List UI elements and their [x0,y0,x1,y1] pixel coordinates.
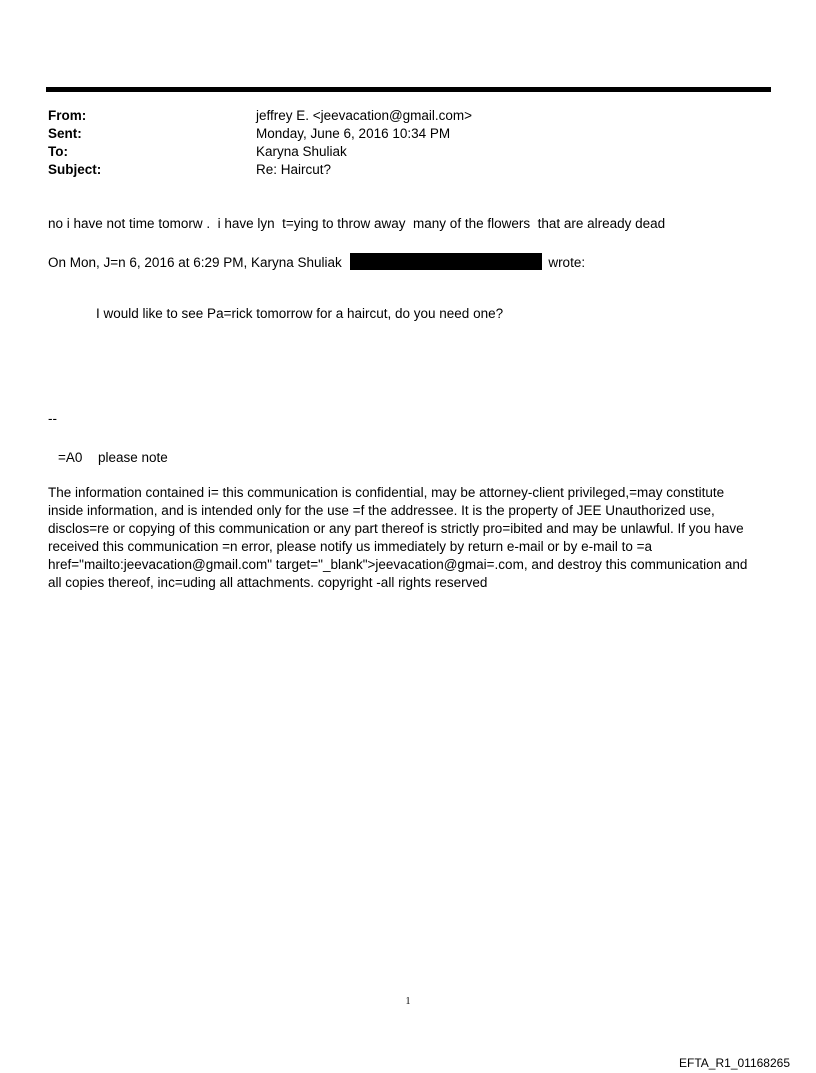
subject-label: Subject: [48,162,102,177]
confidentiality-disclaimer [48,484,768,592]
from-label: From: [48,108,87,123]
signature-code: =A0 [58,450,83,465]
bates-number: EFTA_R1_01168265 [679,1056,790,1070]
signature-note [58,449,168,467]
email-header [48,107,748,179]
disclaimer-line: all copies thereof, inc=uding all attachments. copyright -all rights reserved [48,575,488,590]
quote-intro [48,253,585,272]
to-label: To: [48,144,68,159]
from-value: jeffrey E. <jeevacation@gmail.com> [256,108,473,123]
header-sent [48,125,748,143]
disclaimer-line: disclos=re or copying of this communication or any part thereof is strictly pro=ibited and may be unlawful. If you have [48,521,744,536]
sent-label: Sent: [48,126,82,141]
subject-value: Re: Haircut? [256,162,332,177]
sent-value: Monday, June 6, 2016 10:34 PM [256,126,451,141]
page-number: 1 [405,996,411,1007]
signature-separator: -- [48,411,57,426]
header-rule [46,87,771,92]
disclaimer-line: received this communication =n error, please notify us immediately by return e-mail or by e-mail to =a [48,539,653,554]
quote-intro-wrote: wrote: [544,255,586,270]
disclaimer-line: The information contained i= this communication is confidential, may be attorney-client privileged,=may constitute [48,485,725,500]
disclaimer-line: inside information, and is intended only for the use =f the addressee. It is the property of JEE Unauthorized use, [48,503,715,518]
header-to [48,143,748,161]
quote-intro-text: On Mon, J=n 6, 2016 at 6:29 PM, Karyna Shuliak [48,255,346,270]
reply-body: no i have not time tomorw . i have lyn t=ying to throw away many of the flowers that are already dead [48,216,666,231]
redaction-block [350,253,542,270]
quoted-message: I would like to see Pa=rick tomorrow for a haircut, do you need one? [96,306,504,321]
header-from [48,107,748,125]
to-value: Karyna Shuliak [256,144,347,159]
signature-note-text: please note [98,450,168,465]
header-subject [48,161,748,179]
disclaimer-line: href="mailto:jeevacation@gmail.com" target="_blank">jeevacation@gmai=.com, and destroy this communication and [48,557,748,572]
